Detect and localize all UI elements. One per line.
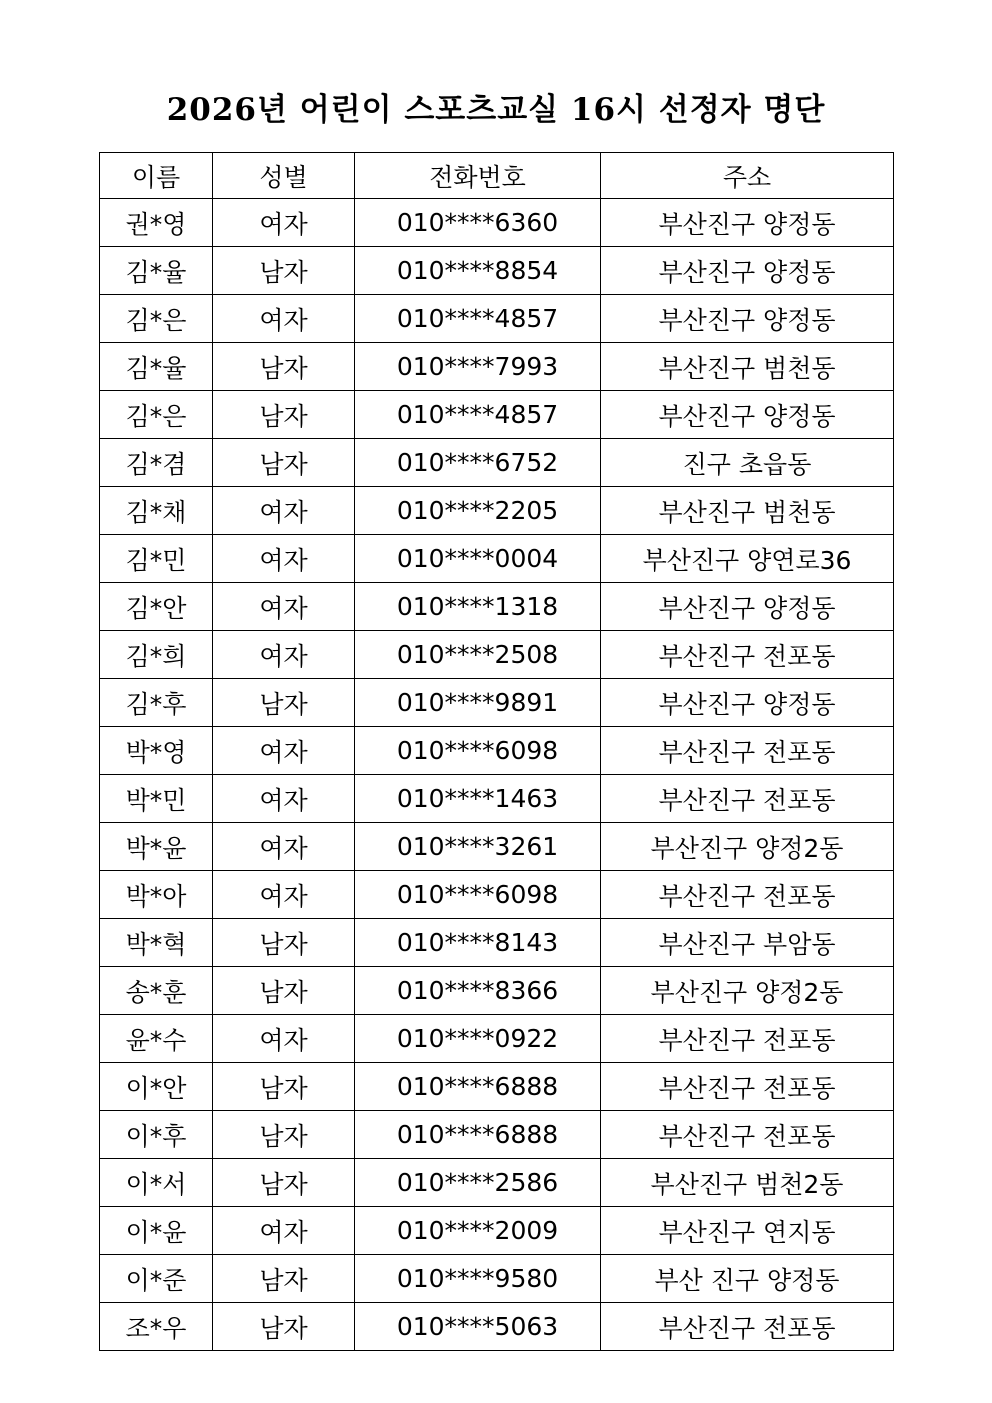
cell-name: 권*영 (100, 199, 213, 247)
table-body (100, 199, 894, 1351)
cell-name: 박*혁 (100, 919, 213, 967)
cell-name: 김*겸 (100, 439, 213, 487)
cell-phone: 010****6098 (355, 871, 601, 919)
cell-gender: 남자 (213, 1255, 355, 1303)
cell-name: 김*민 (100, 535, 213, 583)
cell-gender: 남자 (213, 343, 355, 391)
header-gender: 성별 (213, 153, 355, 199)
table-row (100, 1255, 894, 1303)
cell-address: 부산진구 양정동 (601, 295, 894, 343)
cell-phone: 010****5063 (355, 1303, 601, 1351)
cell-name: 박*윤 (100, 823, 213, 871)
cell-address: 부산진구 전포동 (601, 727, 894, 775)
cell-gender: 남자 (213, 439, 355, 487)
cell-name: 박*영 (100, 727, 213, 775)
cell-phone: 010****3261 (355, 823, 601, 871)
cell-gender: 여자 (213, 199, 355, 247)
cell-name: 이*서 (100, 1159, 213, 1207)
cell-name: 김*희 (100, 631, 213, 679)
cell-phone: 010****0004 (355, 535, 601, 583)
cell-phone: 010****6098 (355, 727, 601, 775)
cell-phone: 010****6888 (355, 1111, 601, 1159)
cell-address: 부산진구 양정동 (601, 679, 894, 727)
cell-name: 박*아 (100, 871, 213, 919)
cell-address: 진구 초읍동 (601, 439, 894, 487)
cell-address: 부산진구 양정동 (601, 583, 894, 631)
cell-gender: 여자 (213, 823, 355, 871)
cell-phone: 010****1463 (355, 775, 601, 823)
cell-address: 부산진구 범천동 (601, 487, 894, 535)
cell-name: 김*채 (100, 487, 213, 535)
cell-phone: 010****0922 (355, 1015, 601, 1063)
cell-phone: 010****4857 (355, 391, 601, 439)
cell-phone: 010****9580 (355, 1255, 601, 1303)
cell-gender: 여자 (213, 583, 355, 631)
cell-address: 부산진구 부암동 (601, 919, 894, 967)
table-row (100, 1303, 894, 1351)
cell-name: 김*은 (100, 391, 213, 439)
cell-gender: 남자 (213, 1159, 355, 1207)
cell-phone: 010****8143 (355, 919, 601, 967)
cell-address: 부산진구 전포동 (601, 631, 894, 679)
table-row (100, 439, 894, 487)
cell-gender: 여자 (213, 295, 355, 343)
cell-address: 부산진구 양정2동 (601, 967, 894, 1015)
cell-name: 김*후 (100, 679, 213, 727)
cell-gender: 남자 (213, 1063, 355, 1111)
cell-address: 부산진구 전포동 (601, 1303, 894, 1351)
selection-roster-table (99, 152, 894, 1351)
cell-phone: 010****6360 (355, 199, 601, 247)
cell-phone: 010****9891 (355, 679, 601, 727)
cell-address: 부산진구 전포동 (601, 775, 894, 823)
cell-name: 박*민 (100, 775, 213, 823)
cell-address: 부산진구 양연로36 (601, 535, 894, 583)
table-row (100, 343, 894, 391)
cell-phone: 010****2586 (355, 1159, 601, 1207)
cell-name: 이*후 (100, 1111, 213, 1159)
cell-name: 이*준 (100, 1255, 213, 1303)
cell-gender: 남자 (213, 391, 355, 439)
table-row (100, 631, 894, 679)
cell-name: 이*안 (100, 1063, 213, 1111)
cell-name: 김*안 (100, 583, 213, 631)
cell-name: 김*은 (100, 295, 213, 343)
cell-address: 부산진구 양정2동 (601, 823, 894, 871)
header-name: 이름 (100, 153, 213, 199)
table-row (100, 487, 894, 535)
cell-gender: 남자 (213, 1111, 355, 1159)
cell-name: 송*훈 (100, 967, 213, 1015)
cell-name: 이*윤 (100, 1207, 213, 1255)
cell-phone: 010****4857 (355, 295, 601, 343)
cell-phone: 010****8854 (355, 247, 601, 295)
table-row (100, 247, 894, 295)
cell-address: 부산진구 전포동 (601, 1015, 894, 1063)
cell-gender: 남자 (213, 679, 355, 727)
cell-phone: 010****1318 (355, 583, 601, 631)
table-row (100, 1159, 894, 1207)
cell-address: 부산진구 양정동 (601, 391, 894, 439)
table-header-row (100, 153, 894, 199)
page-title: 2026년 어린이 스포츠교실 16시 선정자 명단 (166, 92, 826, 128)
cell-address: 부산진구 범천동 (601, 343, 894, 391)
cell-name: 김*율 (100, 343, 213, 391)
table-row (100, 679, 894, 727)
table-row (100, 583, 894, 631)
cell-gender: 여자 (213, 1015, 355, 1063)
cell-phone: 010****7993 (355, 343, 601, 391)
cell-address: 부산 진구 양정동 (601, 1255, 894, 1303)
cell-gender: 여자 (213, 871, 355, 919)
table-row (100, 1015, 894, 1063)
cell-gender: 여자 (213, 727, 355, 775)
cell-phone: 010****6888 (355, 1063, 601, 1111)
cell-name: 김*율 (100, 247, 213, 295)
table-row (100, 199, 894, 247)
header-address: 주소 (601, 153, 894, 199)
cell-gender: 여자 (213, 775, 355, 823)
header-phone: 전화번호 (355, 153, 601, 199)
cell-phone: 010****2205 (355, 487, 601, 535)
table-row (100, 1207, 894, 1255)
cell-gender: 여자 (213, 631, 355, 679)
table-row (100, 295, 894, 343)
cell-address: 부산진구 연지동 (601, 1207, 894, 1255)
cell-address: 부산진구 범천2동 (601, 1159, 894, 1207)
table-row (100, 1111, 894, 1159)
cell-phone: 010****2009 (355, 1207, 601, 1255)
table-row (100, 727, 894, 775)
cell-address: 부산진구 전포동 (601, 1111, 894, 1159)
cell-gender: 남자 (213, 967, 355, 1015)
table-row (100, 967, 894, 1015)
cell-name: 조*우 (100, 1303, 213, 1351)
cell-address: 부산진구 양정동 (601, 199, 894, 247)
cell-gender: 여자 (213, 487, 355, 535)
cell-phone: 010****8366 (355, 967, 601, 1015)
cell-address: 부산진구 전포동 (601, 871, 894, 919)
cell-phone: 010****6752 (355, 439, 601, 487)
table-row (100, 391, 894, 439)
cell-name: 윤*수 (100, 1015, 213, 1063)
table-row (100, 775, 894, 823)
table-row (100, 919, 894, 967)
table-row (100, 823, 894, 871)
cell-gender: 여자 (213, 1207, 355, 1255)
cell-gender: 여자 (213, 535, 355, 583)
table-row (100, 535, 894, 583)
cell-phone: 010****2508 (355, 631, 601, 679)
cell-address: 부산진구 양정동 (601, 247, 894, 295)
cell-gender: 남자 (213, 1303, 355, 1351)
table-row (100, 1063, 894, 1111)
table-row (100, 871, 894, 919)
cell-address: 부산진구 전포동 (601, 1063, 894, 1111)
cell-gender: 남자 (213, 247, 355, 295)
cell-gender: 남자 (213, 919, 355, 967)
